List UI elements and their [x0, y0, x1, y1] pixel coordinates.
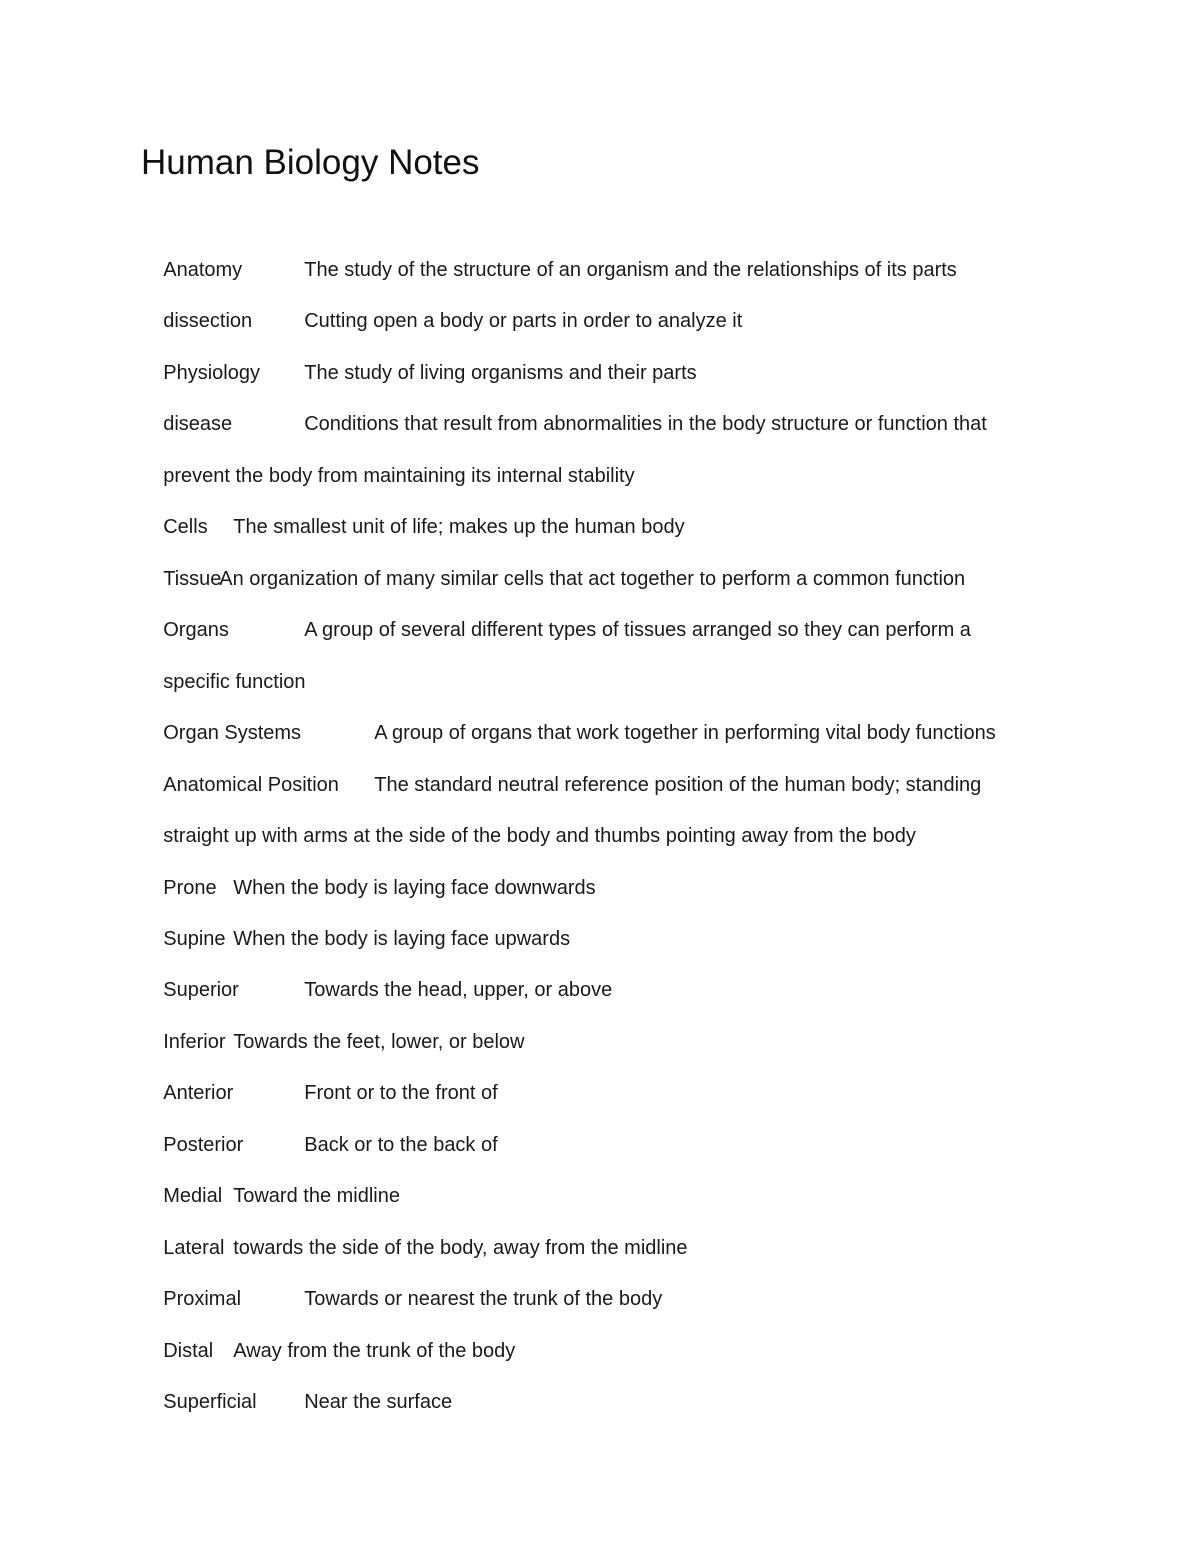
note-line-organ-systems — [141, 688, 996, 744]
note-line-cells — [141, 482, 685, 538]
note-line-dissection — [141, 276, 743, 332]
note-term: Superior — [163, 979, 239, 1001]
note-line-anatomical-position — [141, 740, 982, 796]
note-line-disease-continued — [141, 431, 635, 487]
note-term: Superficial — [163, 1391, 257, 1413]
note-term: Distal — [163, 1340, 214, 1362]
note-definition: prevent the body from maintaining its internal stability — [163, 465, 635, 487]
note-line-posterior — [141, 1100, 498, 1156]
note-line-tissue — [141, 534, 966, 590]
note-definition: A group of organs that work together in performing vital body functions — [374, 722, 996, 744]
note-definition: specific function — [163, 671, 306, 693]
note-line-proximal — [141, 1254, 663, 1310]
note-definition: Towards the feet, lower, or below — [233, 1031, 525, 1053]
note-definition: Back or to the back of — [304, 1134, 498, 1156]
note-line-anatomy — [141, 225, 957, 281]
note-term: Organ Systems — [163, 722, 302, 744]
note-definition: The smallest unit of life; makes up the human body — [233, 516, 685, 538]
note-term: Supine — [163, 928, 226, 950]
note-term: Tissue — [163, 568, 222, 590]
note-definition: Away from the trunk of the body — [233, 1340, 516, 1362]
note-term: Inferior — [163, 1031, 226, 1053]
note-definition: When the body is laying face upwards — [233, 928, 571, 950]
note-line-superficial — [141, 1357, 453, 1413]
note-line-organs — [141, 585, 971, 641]
page-title: Human Biology Notes — [141, 143, 480, 182]
note-definition: The study of the structure of an organism and the relationships of its parts — [304, 259, 957, 281]
note-definition: Near the surface — [304, 1391, 453, 1413]
note-definition: Towards the head, upper, or above — [304, 979, 613, 1001]
note-line-superior — [141, 945, 613, 1001]
note-line-supine — [141, 894, 571, 950]
note-definition: The standard neutral reference position of the human body; standing — [374, 774, 982, 796]
note-definition: Cutting open a body or parts in order to analyze it — [304, 310, 743, 332]
note-definition: straight up with arms at the side of the body and thumbs pointing away from the body — [163, 825, 916, 847]
note-line-lateral — [141, 1203, 688, 1259]
note-term: dissection — [163, 310, 253, 332]
note-line-physiology — [141, 328, 697, 384]
note-definition: Conditions that result from abnormalities in the body structure or function that — [304, 413, 987, 435]
note-line-distal — [141, 1306, 516, 1362]
note-term: Medial — [163, 1185, 223, 1207]
note-line-prone — [141, 843, 596, 899]
note-definition: Toward the midline — [233, 1185, 400, 1207]
note-term: disease — [163, 413, 233, 435]
note-definition: The study of living organisms and their parts — [304, 362, 697, 384]
note-definition: Front or to the front of — [304, 1082, 498, 1104]
note-term: Anatomical Position — [163, 774, 339, 796]
note-definition: towards the side of the body, away from the midline — [233, 1237, 688, 1259]
note-line-medial — [141, 1151, 400, 1207]
note-term: Anterior — [163, 1082, 234, 1104]
note-term: Proximal — [163, 1288, 242, 1310]
note-term: Posterior — [163, 1134, 244, 1156]
note-term: Physiology — [163, 362, 260, 384]
note-definition: A group of several different types of tissues arranged so they can perform a — [304, 619, 971, 641]
note-line-anatomical-position-continued — [141, 791, 916, 847]
note-definition: When the body is laying face downwards — [233, 877, 596, 899]
note-term: Lateral — [163, 1237, 225, 1259]
note-line-disease — [141, 379, 987, 435]
note-term: Organs — [163, 619, 229, 641]
note-term: Anatomy — [163, 259, 243, 281]
note-line-anterior — [141, 1048, 498, 1104]
note-definition: Towards or nearest the trunk of the body — [304, 1288, 663, 1310]
note-definition: An organization of many similar cells that act together to perform a common function — [219, 568, 966, 590]
note-term: Prone — [163, 877, 217, 899]
note-line-inferior — [141, 997, 525, 1053]
note-term: Cells — [163, 516, 208, 538]
note-line-organs-continued — [141, 637, 306, 693]
